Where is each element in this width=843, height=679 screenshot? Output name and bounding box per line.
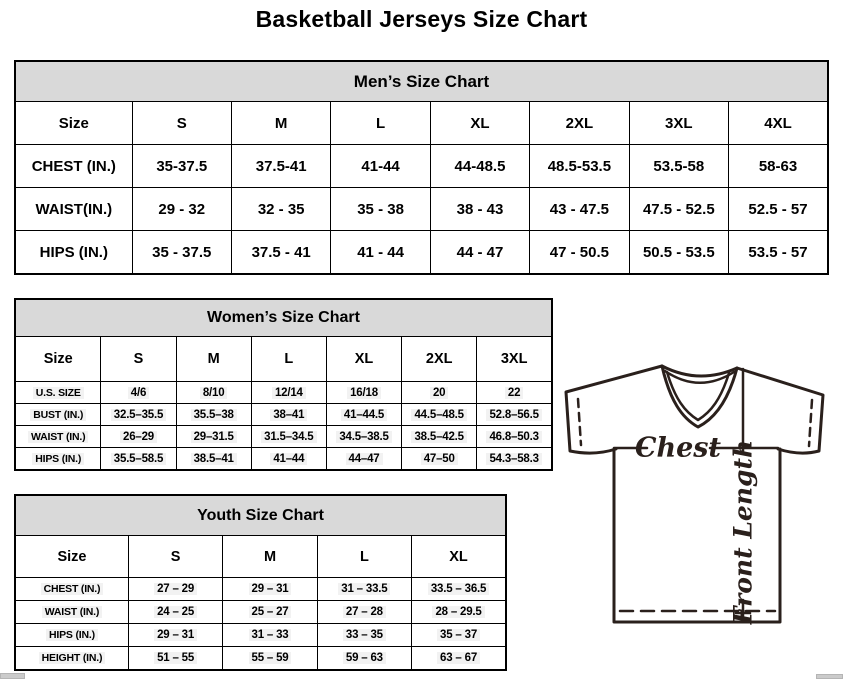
women-size-label: Size [15,337,101,382]
chest-label: Chest [635,432,721,464]
women-cell-1-1: 35.5–38 [176,404,251,426]
youth-cell-1-2: 27 – 28 [317,601,411,624]
youth-cell-0-2: 31 – 33.5 [317,578,411,601]
women-cell-2-4: 38.5–42.5 [402,426,477,448]
women-table-row-3 [15,448,552,471]
youth-cell-2-2: 33 – 35 [317,624,411,647]
youth-cell-2-0: 29 – 31 [128,624,222,647]
men-cell-0-2: 41-44 [331,145,430,188]
youth-cell-2-1: 31 – 33 [223,624,317,647]
men-table-row-2 [15,231,828,275]
women-chart-header: Women’s Size Chart [15,299,552,337]
men-column-header-2xl: 2XL [530,102,629,145]
youth-size-label: Size [15,536,128,578]
women-cell-3-3: 44–47 [326,448,401,471]
women-cell-3-4: 47–50 [402,448,477,471]
men-cell-1-0: 29 - 32 [132,188,231,231]
youth-cell-3-0: 51 – 55 [128,647,222,671]
women-cell-3-1: 38.5–41 [176,448,251,471]
men-column-header-xl: XL [430,102,529,145]
women-column-header-l: L [251,337,326,382]
youth-table-row-1 [15,601,506,624]
women-column-header-s: S [101,337,176,382]
men-cell-2-3: 44 - 47 [430,231,529,275]
women-cell-0-2: 12/14 [251,382,326,404]
women-column-header-3xl: 3XL [477,337,552,382]
women-column-header-2xl: 2XL [402,337,477,382]
men-cell-1-2: 35 - 38 [331,188,430,231]
men-size-label: Size [15,102,132,145]
men-cell-2-0: 35 - 37.5 [132,231,231,275]
youth-cell-1-0: 24 – 25 [128,601,222,624]
men-row-label-0: CHEST (IN.) [15,145,132,188]
women-table-row-0 [15,382,552,404]
youth-row-label-3: HEIGHT (IN.) [15,647,128,671]
youth-column-header-l: L [317,536,411,578]
women-column-header-m: M [176,337,251,382]
youth-cell-3-1: 55 – 59 [223,647,317,671]
women-column-header-xl: XL [326,337,401,382]
women-cell-0-3: 16/18 [326,382,401,404]
women-cell-0-1: 8/10 [176,382,251,404]
men-row-label-2: HIPS (IN.) [15,231,132,275]
front-length-label: Front Length [728,439,758,625]
youth-column-header-m: M [223,536,317,578]
youth-column-header-xl: XL [412,536,506,578]
men-cell-2-2: 41 - 44 [331,231,430,275]
men-cell-0-0: 35-37.5 [132,145,231,188]
men-column-header-s: S [132,102,231,145]
youth-table-row-2 [15,624,506,647]
youth-cell-0-3: 33.5 – 36.5 [412,578,506,601]
collar-outer-arc [662,366,737,376]
youth-cell-1-1: 25 – 27 [223,601,317,624]
women-cell-2-0: 26–29 [101,426,176,448]
youth-table-row-3 [15,647,506,671]
women-cell-3-2: 41–44 [251,448,326,471]
vneck-outer [662,366,737,427]
men-chart-header: Men’s Size Chart [15,61,828,102]
men-column-header-l: L [331,102,430,145]
men-cell-1-5: 47.5 - 52.5 [629,188,728,231]
women-cell-2-2: 31.5–34.5 [251,426,326,448]
women-row-label-1: BUST (IN.) [15,404,101,426]
women-cell-0-5: 22 [477,382,552,404]
right-cuff-dashed-line [809,400,812,446]
youth-row-label-0: CHEST (IN.) [15,578,128,601]
women-cell-1-0: 32.5–35.5 [101,404,176,426]
women-row-label-2: WAIST (IN.) [15,426,101,448]
women-table-row-1 [15,404,552,426]
youth-cell-2-3: 35 – 37 [412,624,506,647]
men-cell-0-5: 53.5-58 [629,145,728,188]
men-cell-0-4: 48.5-53.5 [530,145,629,188]
men-column-header-4xl: 4XL [729,102,829,145]
men-cell-2-5: 50.5 - 53.5 [629,231,728,275]
women-cell-1-3: 41–44.5 [326,404,401,426]
youth-column-header-s: S [128,536,222,578]
mens-size-chart-table [14,60,829,275]
men-cell-1-3: 38 - 43 [430,188,529,231]
youth-row-label-1: WAIST (IN.) [15,601,128,624]
men-cell-1-4: 43 - 47.5 [530,188,629,231]
youth-row-label-2: HIPS (IN.) [15,624,128,647]
scrollbar-fragment-right[interactable] [816,674,843,679]
men-cell-2-1: 37.5 - 41 [231,231,330,275]
men-row-label-1: WAIST(IN.) [15,188,132,231]
women-table-row-2 [15,426,552,448]
collar-inner-arc [665,371,734,383]
youth-chart-header: Youth Size Chart [15,495,506,536]
men-column-header-m: M [231,102,330,145]
left-cuff-dashed-line [578,399,581,445]
scrollbar-fragment-left[interactable] [0,673,25,679]
youth-table-row-0 [15,578,506,601]
youth-cell-1-3: 28 – 29.5 [412,601,506,624]
women-row-label-0: U.S. SIZE [15,382,101,404]
page-title: Basketball Jerseys Size Chart [255,6,588,32]
youth-cell-3-3: 63 – 67 [412,647,506,671]
women-cell-1-5: 52.8–56.5 [477,404,552,426]
women-cell-3-5: 54.3–58.3 [477,448,552,471]
men-cell-2-6: 53.5 - 57 [729,231,829,275]
men-cell-1-6: 52.5 - 57 [729,188,829,231]
men-column-header-3xl: 3XL [629,102,728,145]
women-cell-0-4: 20 [402,382,477,404]
men-cell-0-6: 58-63 [729,145,829,188]
youth-size-chart-table [14,494,507,671]
youth-cell-3-2: 59 – 63 [317,647,411,671]
women-cell-2-1: 29–31.5 [176,426,251,448]
women-cell-1-4: 44.5–48.5 [402,404,477,426]
men-cell-1-1: 32 - 35 [231,188,330,231]
men-cell-0-1: 37.5-41 [231,145,330,188]
men-cell-0-3: 44-48.5 [430,145,529,188]
women-row-label-3: HIPS (IN.) [15,448,101,471]
womens-size-chart-table [14,298,553,471]
vneck-inner [667,372,729,420]
men-cell-2-4: 47 - 50.5 [530,231,629,275]
women-cell-2-5: 46.8–50.3 [477,426,552,448]
jersey-outline [566,366,823,622]
youth-cell-0-0: 27 – 29 [128,578,222,601]
men-table-row-0 [15,145,828,188]
youth-cell-0-1: 29 – 31 [223,578,317,601]
women-cell-2-3: 34.5–38.5 [326,426,401,448]
women-cell-0-0: 4/6 [101,382,176,404]
men-table-row-1 [15,188,828,231]
women-cell-3-0: 35.5–58.5 [101,448,176,471]
women-cell-1-2: 38–41 [251,404,326,426]
